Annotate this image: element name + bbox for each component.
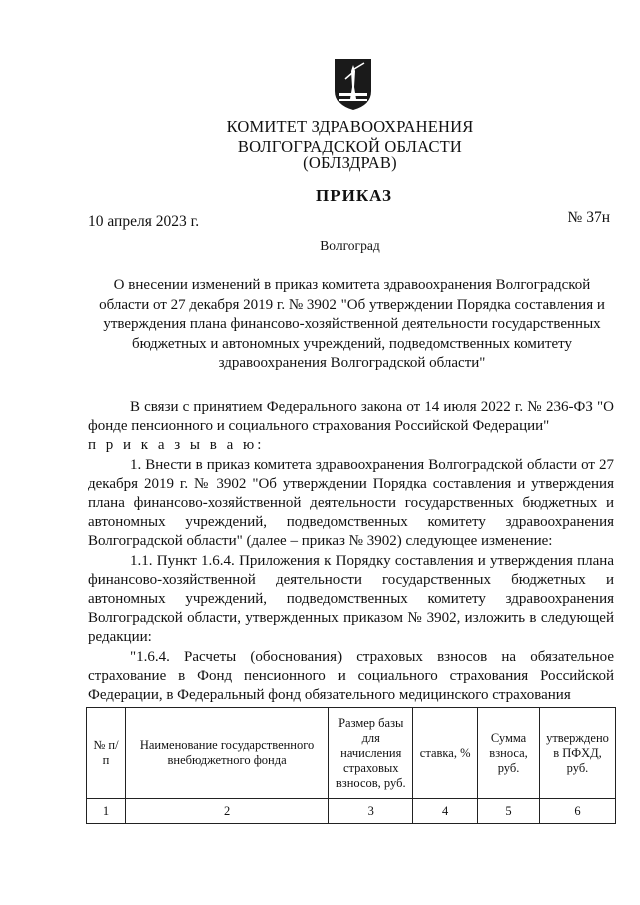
org-name-line1: КОМИТЕТ ЗДРАВООХРАНЕНИЯ <box>226 117 474 136</box>
org-abbreviation: (ОБЛЗДРАВ) <box>303 153 397 172</box>
paragraph-preamble: В связи с принятием Федерального закона от 14 июля 2022 г. № 236-ФЗ "О фонде пенсионного и социального страхования Российской Федерации" <box>88 399 614 435</box>
table-row <box>87 799 616 824</box>
contributions-table <box>86 707 616 824</box>
table-header-cell: утверждено в ПФХД, руб. <box>539 708 615 799</box>
table-header-cell: № п/п <box>87 708 126 799</box>
table-cell: 1 <box>87 799 126 824</box>
document-body <box>88 398 614 705</box>
coat-of-arms-emblem <box>333 57 373 112</box>
table-cell: 2 <box>125 799 328 824</box>
table-header-cell: Размер базы для начисления страховых взносов, руб. <box>329 708 413 799</box>
org-name-line2: ВОЛГОГРАДСКОЙ ОБЛАСТИ <box>237 137 463 156</box>
table-header-cell: Сумма взноса, руб. <box>478 708 540 799</box>
table-cell: 4 <box>413 799 478 824</box>
paragraph-new-text: "1.6.4. Расчеты (обоснования) страховых взносов на обязательное страхование в Фонд пенсионного и социального страхования Российской Федерации, в Федеральный фонд обязательного медицинского страхования <box>88 648 614 704</box>
paragraph-order: п р и к а з ы в а ю: <box>88 437 265 454</box>
document-city: Волгоград <box>320 238 380 253</box>
document-date: 10 апреля 2023 г. <box>88 213 200 230</box>
table-header-cell: ставка, % <box>413 708 478 799</box>
document-subject: О внесении изменений в приказ комитета здравоохранения Волгоградской области от 27 декабря 2019 г. № 3902 "Об утверждении Порядка составления и утверждения плана финансово-хозяйственной деятельности государственных бюджетных и автономных учреждений, подведомственных комитету здравоохранения Волгоградской области" <box>99 277 605 371</box>
document-number: № 37н <box>567 209 610 226</box>
table-cell: 5 <box>478 799 540 824</box>
table-header-cell: Наименование государственного внебюджетного фонда <box>125 708 328 799</box>
document-title: ПРИКАЗ <box>316 186 392 205</box>
paragraph-item-1: 1. Внести в приказ комитета здравоохранения Волгоградской области от 27 декабря 2019 г. № 3902 "Об утверждении Порядка составления и утверждения плана финансово-хозяйственной деятельности государственных бюджетных и автономных учреждений, подведомственных комитету здравоохранения Волгоградской области" (далее – приказ № 3902) следующее изменение: <box>88 456 614 550</box>
table-cell: 3 <box>329 799 413 824</box>
table-header-row <box>87 708 616 799</box>
table-cell: 6 <box>539 799 615 824</box>
paragraph-item-1-1: 1.1. Пункт 1.6.4. Приложения к Порядку составления и утверждения плана финансово-хозяйственной деятельности государственных бюджетных и автономных учреждений, подведомственных комитету здравоохранения Волгоградской области, утвержденных приказом № 3902, изложить в следующей редакции: <box>88 552 614 646</box>
